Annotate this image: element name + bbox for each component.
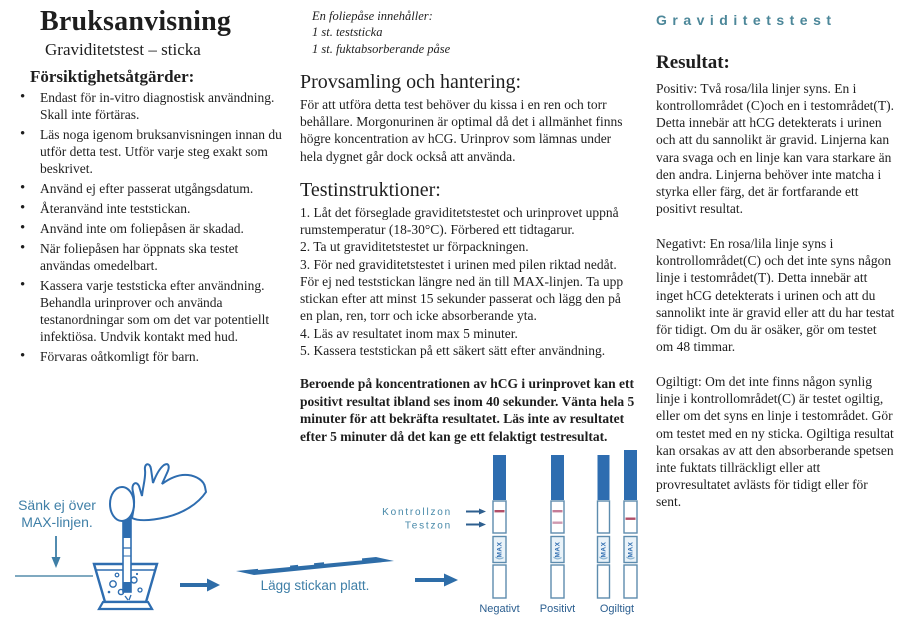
- procedure-diagram: [0, 420, 660, 632]
- hand-illustration: [110, 464, 206, 521]
- max-label: MAX: [627, 541, 635, 558]
- precautions-heading: Försiktighetsåtgärder:: [30, 67, 195, 86]
- zone-pointer-arrow-icon: [466, 522, 486, 528]
- test-stick-invalid-testline: [624, 450, 637, 598]
- list-item: • Använd ej efter passerat utgångsdatum.: [12, 180, 286, 197]
- max-label: MAX: [496, 541, 504, 558]
- precautions-list: [12, 89, 286, 365]
- stick-result-label: Positivt: [539, 603, 576, 615]
- list-item: • Endast för in-vitro diagnostisk användning. Skall inte förtäras.: [12, 89, 286, 123]
- page-title: Bruksanvisning: [40, 6, 232, 37]
- down-arrow-icon: [52, 536, 61, 568]
- results-heading: Resultat:: [656, 52, 730, 73]
- instruction-step: 1. Låt det förseglade graviditetstestet och urinprovet uppnå rumstemperatur (18-30°C). Förbered ett tidtagarur.: [300, 204, 619, 238]
- left-column: [12, 6, 286, 368]
- zone-pointer-arrow-icon: [466, 509, 486, 515]
- flat-stick-label: Lägg stickan platt.: [260, 578, 370, 593]
- result-positive: Positiv: Två rosa/lila linjer syns. En i kontrollområdet (C)och en i testområdet(T). Detta innebär att hCG detekterats i urinen och att du sannolikt är gravid. Linjerna kan vara svaga och en linje kan vara starkare än den andra. Linjerna behöver inte matcha i styrka eller färg, det är fortfarande ett positivt resultat.: [656, 81, 895, 216]
- middle-column: [300, 8, 636, 445]
- stick-result-label: Negativt: [479, 603, 520, 615]
- instruction-step: 3. För ned graviditetstestet i urinen med pilen riktad nedåt. För ej ned teststickan längre ned än till MAX-linjen. Ta upp stickan efter att minst 15 sekunder passerat och lägg den på en plan, ren, torr och icke absorberande yta.: [300, 256, 624, 324]
- result-negative: Negativt: En rosa/lila linje syns i kontrollområdet(C) och det inte syns någon linje i testområdet(T). Detta innebär att inget hCG detekterats i urinen och att du sannolikt inte är gravid eller att du har testat för tidigt. Om du är osäker, gör om testet om 48 timmar.: [656, 236, 895, 354]
- package-line: 1 st. teststicka: [312, 25, 383, 40]
- list-item: • Kassera varje teststicka efter användning. Behandla urinprover och använda testanordningar som om det var potentiellt infektiösa. Undvik kontakt med hud.: [12, 277, 286, 345]
- sampling-heading: Provsamling och hantering:: [300, 70, 522, 93]
- sampling-body: För att utföra detta test behöver du kissa i en ren och torr behållare. Morgonurinen är optimal då det i allmänhet finns högre koncentration av hCG. Urinprov som lämnas under hela dygnet går dock också att använda.: [300, 96, 623, 164]
- dip-instruction-label: Sänk ej över: [18, 497, 96, 513]
- instruction-step: 5. Kassera teststickan på ett säkert sätt efter användning.: [300, 342, 606, 358]
- dip-instruction-label: MAX-linjen.: [21, 514, 93, 530]
- package-line: 1 st. fuktabsorberande påse: [312, 41, 451, 56]
- package-line: En foliepåse innehåller:: [312, 9, 433, 23]
- flat-stick-illustration: [236, 557, 394, 575]
- result-invalid: Ogiltigt: Om det inte finns någon synlig linje i kontrollområdet(C) är testet ogiltig, eller om det syns en linje i testområdet. Gör om testet med en ny sticka. Ogiltiga resultat kan orsakas av att den absorberande spetsen inte fuktats tillräckligt eller att provresultatet avlästs för tidigt eller för sent.: [656, 374, 894, 510]
- list-item: • När foliepåsen har öppnats ska testet användas omedelbart.: [12, 240, 286, 274]
- right-column: [656, 12, 896, 510]
- brand-wordmark: Graviditetstest: [656, 12, 837, 28]
- test-stick-positive: [551, 455, 564, 598]
- instruction-step: 4. Läs av resultatet inom max 5 minuter.: [300, 325, 518, 341]
- test-stick-invalid-blank: [598, 455, 610, 598]
- max-label: MAX: [554, 541, 562, 558]
- test-stick-negative: [493, 455, 506, 598]
- page-subtitle: Graviditetstest – sticka: [45, 40, 201, 59]
- max-label: MAX: [600, 541, 608, 558]
- list-item: • Använd inte om foliepåsen är skadad.: [12, 220, 286, 237]
- timing-warning: Beroende på koncentrationen av hCG i urinprovet kan ett positivt resultat ibland ses inom 40 sekunder. Vänta hela 5 minuter för att bekräfta resultatet. Läs inte av resultatet efter 5 minuter då det kan ge ett felaktigt testresultat.: [300, 376, 635, 444]
- package-contents: [312, 8, 636, 57]
- control-zone-label: Kontrollzon: [382, 507, 452, 518]
- list-item: • Återanvänd inte teststickan.: [12, 200, 286, 217]
- instruction-step: 2. Ta ut graviditetstestet ur förpackningen.: [300, 239, 529, 255]
- test-zone-label: Testzon: [404, 520, 452, 532]
- right-arrow-icon: [415, 574, 458, 587]
- instructions-steps: [300, 204, 636, 359]
- list-item: • Läs noga igenom bruksanvisningen innan du utför detta test. Utför varje steg exakt som beskrivet.: [12, 126, 286, 177]
- instructions-heading: Testinstruktioner:: [300, 178, 441, 201]
- list-item: • Förvaras oåtkomligt för barn.: [12, 348, 286, 365]
- right-arrow-icon: [180, 579, 220, 592]
- stick-result-label: Ogiltigt: [599, 603, 635, 615]
